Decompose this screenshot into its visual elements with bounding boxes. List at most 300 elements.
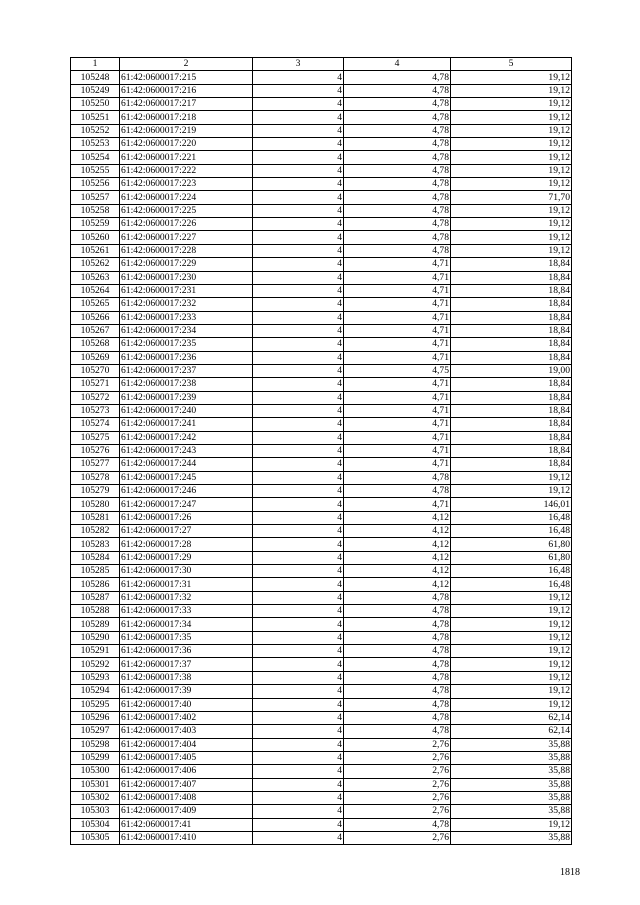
table-cell-col-5: 19,12 bbox=[451, 84, 572, 97]
table-row bbox=[71, 645, 572, 658]
table-row bbox=[71, 671, 572, 684]
table-cell-col-2: 61:42:0600017:222 bbox=[120, 164, 253, 177]
table-cell-col-4: 2,76 bbox=[344, 791, 451, 804]
table-cell-col-1: 105248 bbox=[71, 71, 120, 84]
table-cell-col-3: 4 bbox=[253, 765, 344, 778]
table-cell-col-1: 105299 bbox=[71, 751, 120, 764]
table-row bbox=[71, 711, 572, 724]
table-cell-col-5: 19,12 bbox=[451, 591, 572, 604]
table-cell-col-5: 18,84 bbox=[451, 391, 572, 404]
table-cell-col-3: 4 bbox=[253, 778, 344, 791]
column-header-1: 1 bbox=[71, 58, 120, 71]
table-cell-col-2: 61:42:0600017:231 bbox=[120, 284, 253, 297]
table-cell-col-5: 35,88 bbox=[451, 778, 572, 791]
table-cell-col-3: 4 bbox=[253, 364, 344, 377]
table-cell-col-1: 105305 bbox=[71, 831, 120, 844]
table-header bbox=[71, 58, 572, 71]
table-cell-col-2: 61:42:0600017:404 bbox=[120, 738, 253, 751]
table-cell-col-3: 4 bbox=[253, 204, 344, 217]
table-cell-col-2: 61:42:0600017:405 bbox=[120, 751, 253, 764]
table-cell-col-1: 105281 bbox=[71, 511, 120, 524]
column-header-5: 5 bbox=[451, 58, 572, 71]
table-row bbox=[71, 284, 572, 297]
table-cell-col-4: 4,71 bbox=[344, 258, 451, 271]
table-cell-col-4: 4,78 bbox=[344, 218, 451, 231]
table-cell-col-5: 18,84 bbox=[451, 271, 572, 284]
table-cell-col-1: 105286 bbox=[71, 578, 120, 591]
table-row bbox=[71, 404, 572, 417]
table-cell-col-4: 4,71 bbox=[344, 391, 451, 404]
table-cell-col-4: 4,78 bbox=[344, 618, 451, 631]
table-cell-col-1: 105278 bbox=[71, 471, 120, 484]
table-cell-col-1: 105249 bbox=[71, 84, 120, 97]
table-cell-col-1: 105302 bbox=[71, 791, 120, 804]
table-cell-col-5: 19,12 bbox=[451, 671, 572, 684]
table-cell-col-5: 19,12 bbox=[451, 151, 572, 164]
table-cell-col-1: 105269 bbox=[71, 351, 120, 364]
table-cell-col-4: 4,12 bbox=[344, 551, 451, 564]
table-row bbox=[71, 458, 572, 471]
table-cell-col-5: 19,12 bbox=[451, 124, 572, 137]
table-cell-col-2: 61:42:0600017:410 bbox=[120, 831, 253, 844]
table-cell-col-5: 146,01 bbox=[451, 498, 572, 511]
table-cell-col-2: 61:42:0600017:225 bbox=[120, 204, 253, 217]
table-cell-col-5: 61,80 bbox=[451, 538, 572, 551]
table-cell-col-4: 4,78 bbox=[344, 591, 451, 604]
table-cell-col-1: 105293 bbox=[71, 671, 120, 684]
table-cell-col-1: 105256 bbox=[71, 178, 120, 191]
table-row bbox=[71, 311, 572, 324]
table-cell-col-2: 61:42:0600017:35 bbox=[120, 631, 253, 644]
table-cell-col-1: 105255 bbox=[71, 164, 120, 177]
table-cell-col-4: 4,71 bbox=[344, 351, 451, 364]
table-cell-col-3: 4 bbox=[253, 511, 344, 524]
table-cell-col-2: 61:42:0600017:230 bbox=[120, 271, 253, 284]
table-cell-col-4: 4,78 bbox=[344, 191, 451, 204]
table-cell-col-1: 105275 bbox=[71, 431, 120, 444]
table-cell-col-5: 18,84 bbox=[451, 258, 572, 271]
table-cell-col-1: 105274 bbox=[71, 418, 120, 431]
table-cell-col-1: 105283 bbox=[71, 538, 120, 551]
table-row bbox=[71, 324, 572, 337]
table-cell-col-3: 4 bbox=[253, 271, 344, 284]
table-cell-col-2: 61:42:0600017:402 bbox=[120, 711, 253, 724]
table-cell-col-5: 18,84 bbox=[451, 351, 572, 364]
table-cell-col-4: 4,71 bbox=[344, 431, 451, 444]
table-cell-col-2: 61:42:0600017:218 bbox=[120, 111, 253, 124]
table-cell-col-3: 4 bbox=[253, 218, 344, 231]
table-cell-col-3: 4 bbox=[253, 618, 344, 631]
table-cell-col-3: 4 bbox=[253, 231, 344, 244]
table-cell-col-2: 61:42:0600017:232 bbox=[120, 298, 253, 311]
table-cell-col-1: 105291 bbox=[71, 645, 120, 658]
table-cell-col-2: 61:42:0600017:234 bbox=[120, 324, 253, 337]
table-cell-col-2: 61:42:0600017:36 bbox=[120, 645, 253, 658]
table-cell-col-5: 19,12 bbox=[451, 658, 572, 671]
table-cell-col-1: 105253 bbox=[71, 138, 120, 151]
table-cell-col-5: 18,84 bbox=[451, 458, 572, 471]
table-cell-col-2: 61:42:0600017:403 bbox=[120, 725, 253, 738]
table-cell-col-4: 4,71 bbox=[344, 444, 451, 457]
table-cell-col-2: 61:42:0600017:216 bbox=[120, 84, 253, 97]
table-cell-col-5: 18,84 bbox=[451, 338, 572, 351]
table-cell-col-4: 4,78 bbox=[344, 124, 451, 137]
table-cell-col-5: 19,12 bbox=[451, 218, 572, 231]
table-cell-col-3: 4 bbox=[253, 738, 344, 751]
table-cell-col-1: 105252 bbox=[71, 124, 120, 137]
table-cell-col-5: 19,12 bbox=[451, 698, 572, 711]
table-cell-col-5: 18,84 bbox=[451, 404, 572, 417]
table-cell-col-5: 35,88 bbox=[451, 791, 572, 804]
table-cell-col-1: 105272 bbox=[71, 391, 120, 404]
table-cell-col-3: 4 bbox=[253, 525, 344, 538]
table-cell-col-2: 61:42:0600017:37 bbox=[120, 658, 253, 671]
table-cell-col-3: 4 bbox=[253, 324, 344, 337]
table-cell-col-5: 71,70 bbox=[451, 191, 572, 204]
table-cell-col-5: 19,12 bbox=[451, 631, 572, 644]
table-cell-col-3: 4 bbox=[253, 124, 344, 137]
table-cell-col-3: 4 bbox=[253, 431, 344, 444]
table-cell-col-1: 105282 bbox=[71, 525, 120, 538]
table-cell-col-5: 35,88 bbox=[451, 738, 572, 751]
table-cell-col-2: 61:42:0600017:236 bbox=[120, 351, 253, 364]
table-row bbox=[71, 138, 572, 151]
table-row bbox=[71, 818, 572, 831]
header-row bbox=[71, 58, 572, 71]
table-cell-col-2: 61:42:0600017:219 bbox=[120, 124, 253, 137]
table-cell-col-5: 18,84 bbox=[451, 444, 572, 457]
table-cell-col-2: 61:42:0600017:226 bbox=[120, 218, 253, 231]
table-row bbox=[71, 498, 572, 511]
table-cell-col-5: 19,12 bbox=[451, 71, 572, 84]
table-cell-col-3: 4 bbox=[253, 471, 344, 484]
table-cell-col-5: 19,12 bbox=[451, 244, 572, 257]
table-cell-col-1: 105279 bbox=[71, 485, 120, 498]
table-cell-col-2: 61:42:0600017:245 bbox=[120, 471, 253, 484]
table-cell-col-1: 105289 bbox=[71, 618, 120, 631]
table-cell-col-5: 19,12 bbox=[451, 138, 572, 151]
table-cell-col-1: 105259 bbox=[71, 218, 120, 231]
table-cell-col-2: 61:42:0600017:40 bbox=[120, 698, 253, 711]
table-cell-col-2: 61:42:0600017:33 bbox=[120, 605, 253, 618]
table-row bbox=[71, 698, 572, 711]
table-cell-col-4: 4,71 bbox=[344, 458, 451, 471]
table-cell-col-4: 4,12 bbox=[344, 525, 451, 538]
table-cell-col-1: 105270 bbox=[71, 364, 120, 377]
table-cell-col-5: 19,12 bbox=[451, 645, 572, 658]
table-row bbox=[71, 271, 572, 284]
table-row bbox=[71, 511, 572, 524]
table-cell-col-3: 4 bbox=[253, 111, 344, 124]
table-cell-col-4: 4,71 bbox=[344, 378, 451, 391]
table-cell-col-1: 105288 bbox=[71, 605, 120, 618]
table-cell-col-4: 2,76 bbox=[344, 765, 451, 778]
table-cell-col-3: 4 bbox=[253, 538, 344, 551]
table-row bbox=[71, 418, 572, 431]
table-cell-col-5: 19,12 bbox=[451, 204, 572, 217]
table-cell-col-4: 4,78 bbox=[344, 84, 451, 97]
table-cell-col-2: 61:42:0600017:39 bbox=[120, 685, 253, 698]
table-row bbox=[71, 605, 572, 618]
table-cell-col-4: 4,78 bbox=[344, 138, 451, 151]
table-cell-col-4: 4,78 bbox=[344, 711, 451, 724]
table-row bbox=[71, 578, 572, 591]
table-cell-col-2: 61:42:0600017:228 bbox=[120, 244, 253, 257]
table-cell-col-1: 105265 bbox=[71, 298, 120, 311]
table-cell-col-2: 61:42:0600017:227 bbox=[120, 231, 253, 244]
table-cell-col-4: 4,12 bbox=[344, 565, 451, 578]
table-cell-col-4: 4,78 bbox=[344, 605, 451, 618]
table-cell-col-5: 19,12 bbox=[451, 605, 572, 618]
table-cell-col-4: 4,71 bbox=[344, 338, 451, 351]
table-cell-col-1: 105295 bbox=[71, 698, 120, 711]
table-cell-col-3: 4 bbox=[253, 191, 344, 204]
table-row bbox=[71, 378, 572, 391]
table-cell-col-3: 4 bbox=[253, 244, 344, 257]
table-cell-col-1: 105304 bbox=[71, 818, 120, 831]
table-cell-col-4: 4,78 bbox=[344, 71, 451, 84]
table-cell-col-2: 61:42:0600017:247 bbox=[120, 498, 253, 511]
table-cell-col-4: 4,78 bbox=[344, 204, 451, 217]
table-cell-col-3: 4 bbox=[253, 84, 344, 97]
table-cell-col-5: 18,84 bbox=[451, 311, 572, 324]
table-cell-col-4: 4,12 bbox=[344, 538, 451, 551]
table-cell-col-3: 4 bbox=[253, 138, 344, 151]
table-cell-col-2: 61:42:0600017:31 bbox=[120, 578, 253, 591]
table-cell-col-1: 105267 bbox=[71, 324, 120, 337]
table-cell-col-2: 61:42:0600017:241 bbox=[120, 418, 253, 431]
table-cell-col-2: 61:42:0600017:237 bbox=[120, 364, 253, 377]
table-cell-col-2: 61:42:0600017:29 bbox=[120, 551, 253, 564]
table-cell-col-4: 4,78 bbox=[344, 671, 451, 684]
table-row bbox=[71, 725, 572, 738]
table-cell-col-3: 4 bbox=[253, 258, 344, 271]
table-row bbox=[71, 258, 572, 271]
table-cell-col-1: 105297 bbox=[71, 725, 120, 738]
table-cell-col-3: 4 bbox=[253, 805, 344, 818]
table-cell-col-4: 4,78 bbox=[344, 244, 451, 257]
table-cell-col-1: 105296 bbox=[71, 711, 120, 724]
table-cell-col-4: 2,76 bbox=[344, 831, 451, 844]
table-cell-col-4: 4,78 bbox=[344, 111, 451, 124]
table-cell-col-3: 4 bbox=[253, 711, 344, 724]
table-cell-col-2: 61:42:0600017:406 bbox=[120, 765, 253, 778]
table-row bbox=[71, 98, 572, 111]
table-cell-col-3: 4 bbox=[253, 298, 344, 311]
table-cell-col-3: 4 bbox=[253, 404, 344, 417]
table-row bbox=[71, 791, 572, 804]
table-cell-col-5: 18,84 bbox=[451, 378, 572, 391]
table-cell-col-3: 4 bbox=[253, 284, 344, 297]
table-cell-col-2: 61:42:0600017:244 bbox=[120, 458, 253, 471]
table-cell-col-2: 61:42:0600017:223 bbox=[120, 178, 253, 191]
table-row bbox=[71, 765, 572, 778]
table-row bbox=[71, 738, 572, 751]
table-cell-col-4: 4,78 bbox=[344, 725, 451, 738]
table-cell-col-1: 105277 bbox=[71, 458, 120, 471]
table-row bbox=[71, 298, 572, 311]
table-cell-col-5: 19,12 bbox=[451, 98, 572, 111]
table-cell-col-2: 61:42:0600017:243 bbox=[120, 444, 253, 457]
column-header-2: 2 bbox=[120, 58, 253, 71]
table-row bbox=[71, 391, 572, 404]
table-row bbox=[71, 831, 572, 844]
table-cell-col-5: 35,88 bbox=[451, 805, 572, 818]
table-cell-col-2: 61:42:0600017:34 bbox=[120, 618, 253, 631]
table-cell-col-5: 16,48 bbox=[451, 511, 572, 524]
table-cell-col-4: 4,71 bbox=[344, 284, 451, 297]
table-cell-col-3: 4 bbox=[253, 498, 344, 511]
table-cell-col-4: 4,71 bbox=[344, 324, 451, 337]
table-cell-col-4: 4,78 bbox=[344, 658, 451, 671]
table-cell-col-5: 18,84 bbox=[451, 324, 572, 337]
table-cell-col-2: 61:42:0600017:224 bbox=[120, 191, 253, 204]
table-body bbox=[71, 71, 572, 845]
table-row bbox=[71, 778, 572, 791]
table-cell-col-1: 105260 bbox=[71, 231, 120, 244]
table-cell-col-2: 61:42:0600017:242 bbox=[120, 431, 253, 444]
table-row bbox=[71, 204, 572, 217]
table-row bbox=[71, 431, 572, 444]
table-row bbox=[71, 111, 572, 124]
table-row bbox=[71, 151, 572, 164]
table-cell-col-3: 4 bbox=[253, 725, 344, 738]
table-cell-col-5: 18,84 bbox=[451, 298, 572, 311]
table-cell-col-3: 4 bbox=[253, 658, 344, 671]
table-cell-col-1: 105250 bbox=[71, 98, 120, 111]
table-cell-col-3: 4 bbox=[253, 551, 344, 564]
table-row bbox=[71, 244, 572, 257]
table-cell-col-2: 61:42:0600017:240 bbox=[120, 404, 253, 417]
table-cell-col-2: 61:42:0600017:28 bbox=[120, 538, 253, 551]
table-cell-col-2: 61:42:0600017:233 bbox=[120, 311, 253, 324]
table-cell-col-2: 61:42:0600017:30 bbox=[120, 565, 253, 578]
table-row bbox=[71, 218, 572, 231]
table-cell-col-1: 105257 bbox=[71, 191, 120, 204]
table-row bbox=[71, 191, 572, 204]
table-cell-col-5: 19,12 bbox=[451, 111, 572, 124]
table-cell-col-5: 62,14 bbox=[451, 725, 572, 738]
table-row bbox=[71, 538, 572, 551]
table-cell-col-5: 19,12 bbox=[451, 164, 572, 177]
table-cell-col-2: 61:42:0600017:41 bbox=[120, 818, 253, 831]
table-cell-col-4: 4,78 bbox=[344, 231, 451, 244]
table-cell-col-3: 4 bbox=[253, 591, 344, 604]
table-cell-col-3: 4 bbox=[253, 151, 344, 164]
table-row bbox=[71, 444, 572, 457]
table-cell-col-4: 2,76 bbox=[344, 778, 451, 791]
table-cell-col-3: 4 bbox=[253, 164, 344, 177]
table-cell-col-4: 4,78 bbox=[344, 485, 451, 498]
table-cell-col-1: 105290 bbox=[71, 631, 120, 644]
table-row bbox=[71, 178, 572, 191]
table-cell-col-1: 105262 bbox=[71, 258, 120, 271]
table-cell-col-4: 4,78 bbox=[344, 631, 451, 644]
table-cell-col-5: 19,00 bbox=[451, 364, 572, 377]
column-header-4: 4 bbox=[344, 58, 451, 71]
table-cell-col-2: 61:42:0600017:221 bbox=[120, 151, 253, 164]
table-cell-col-3: 4 bbox=[253, 685, 344, 698]
table-cell-col-4: 4,71 bbox=[344, 271, 451, 284]
table-cell-col-4: 4,78 bbox=[344, 178, 451, 191]
table-cell-col-5: 16,48 bbox=[451, 578, 572, 591]
table-row bbox=[71, 351, 572, 364]
table-cell-col-3: 4 bbox=[253, 418, 344, 431]
table-cell-col-4: 2,76 bbox=[344, 751, 451, 764]
table-cell-col-5: 19,12 bbox=[451, 685, 572, 698]
table-cell-col-3: 4 bbox=[253, 311, 344, 324]
table-row bbox=[71, 565, 572, 578]
table-cell-col-1: 105300 bbox=[71, 765, 120, 778]
table-cell-col-4: 4,78 bbox=[344, 98, 451, 111]
table-cell-col-4: 4,78 bbox=[344, 151, 451, 164]
table-cell-col-2: 61:42:0600017:27 bbox=[120, 525, 253, 538]
table-cell-col-5: 16,48 bbox=[451, 565, 572, 578]
table-cell-col-3: 4 bbox=[253, 605, 344, 618]
table-cell-col-1: 105264 bbox=[71, 284, 120, 297]
table-row bbox=[71, 658, 572, 671]
table-cell-col-3: 4 bbox=[253, 178, 344, 191]
data-table bbox=[70, 57, 572, 845]
table-cell-col-2: 61:42:0600017:26 bbox=[120, 511, 253, 524]
table-cell-col-3: 4 bbox=[253, 378, 344, 391]
table-cell-col-3: 4 bbox=[253, 444, 344, 457]
table-row bbox=[71, 231, 572, 244]
table-cell-col-4: 4,78 bbox=[344, 471, 451, 484]
table-cell-col-2: 61:42:0600017:220 bbox=[120, 138, 253, 151]
table-cell-col-2: 61:42:0600017:229 bbox=[120, 258, 253, 271]
table-cell-col-1: 105258 bbox=[71, 204, 120, 217]
table-cell-col-5: 19,12 bbox=[451, 471, 572, 484]
table-cell-col-2: 61:42:0600017:239 bbox=[120, 391, 253, 404]
page-number: 1818 bbox=[560, 867, 580, 878]
table-cell-col-4: 4,71 bbox=[344, 311, 451, 324]
table-cell-col-1: 105261 bbox=[71, 244, 120, 257]
table-cell-col-3: 4 bbox=[253, 351, 344, 364]
table-cell-col-3: 4 bbox=[253, 698, 344, 711]
table-cell-col-1: 105294 bbox=[71, 685, 120, 698]
table-cell-col-5: 19,12 bbox=[451, 818, 572, 831]
table-cell-col-5: 18,84 bbox=[451, 418, 572, 431]
table-row bbox=[71, 124, 572, 137]
table-row bbox=[71, 685, 572, 698]
table-row bbox=[71, 631, 572, 644]
table-cell-col-1: 105276 bbox=[71, 444, 120, 457]
table-cell-col-2: 61:42:0600017:235 bbox=[120, 338, 253, 351]
table-cell-col-3: 4 bbox=[253, 71, 344, 84]
table-cell-col-4: 4,71 bbox=[344, 404, 451, 417]
table-cell-col-3: 4 bbox=[253, 578, 344, 591]
table-cell-col-1: 105251 bbox=[71, 111, 120, 124]
column-header-3: 3 bbox=[253, 58, 344, 71]
table-row bbox=[71, 71, 572, 84]
table-cell-col-4: 4,78 bbox=[344, 685, 451, 698]
table-cell-col-5: 61,80 bbox=[451, 551, 572, 564]
table-row bbox=[71, 84, 572, 97]
table-cell-col-1: 105287 bbox=[71, 591, 120, 604]
table-cell-col-4: 4,71 bbox=[344, 498, 451, 511]
table-row bbox=[71, 618, 572, 631]
table-cell-col-3: 4 bbox=[253, 565, 344, 578]
table-cell-col-3: 4 bbox=[253, 631, 344, 644]
table-cell-col-1: 105285 bbox=[71, 565, 120, 578]
table-row bbox=[71, 485, 572, 498]
table-cell-col-4: 4,12 bbox=[344, 578, 451, 591]
table-row bbox=[71, 805, 572, 818]
table-cell-col-4: 2,76 bbox=[344, 805, 451, 818]
table-cell-col-4: 4,71 bbox=[344, 298, 451, 311]
table-cell-col-5: 35,88 bbox=[451, 765, 572, 778]
